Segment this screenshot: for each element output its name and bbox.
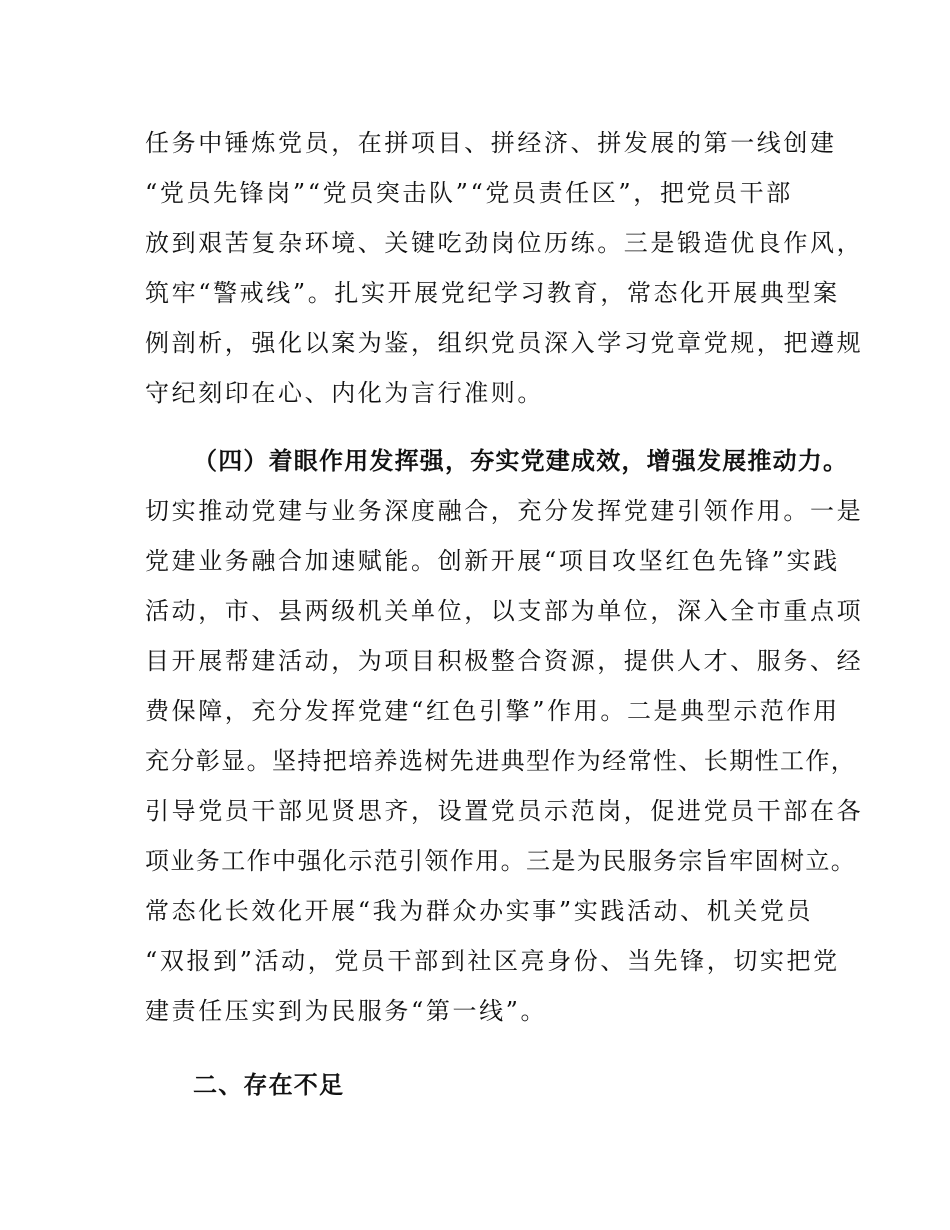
paragraph-line: 切实推动党建与业务深度融合，充分发挥党建引领作用。一是 bbox=[145, 497, 864, 525]
paragraph-line: “党员先锋岗”“党员突击队”“党员责任区”，把党员干部 bbox=[145, 179, 793, 207]
paragraph-line: 筑牢“警戒线”。扎实开展党纪学习教育，常态化开展典型案 bbox=[145, 279, 840, 307]
paragraph-line: 常态化长效化开展“我为群众办实事”实践活动、机关党员 bbox=[145, 897, 814, 925]
paragraph-line: 守纪刻印在心、内化为言行准则。 bbox=[145, 379, 544, 407]
paragraph-line: 建责任压实到为民服务“第一线”。 bbox=[145, 997, 548, 1025]
paragraph-line: 充分彰显。坚持把培养选树先进典型作为经常性、长期性工作， bbox=[145, 747, 857, 775]
document-body bbox=[145, 118, 864, 1110]
section-heading: 二、存在不足 bbox=[193, 1071, 345, 1099]
paragraph-line: 例剖析，强化以案为鉴，组织党员深入学习党章党规，把遵规 bbox=[145, 329, 864, 357]
paragraph-line: 引导党员干部见贤思齐，设置党员示范岗，促进党员干部在各 bbox=[145, 797, 864, 825]
paragraph-line: 活动，市、县两级机关单位，以支部为单位，深入全市重点项 bbox=[145, 597, 864, 625]
paragraph-line: 任务中锤炼党员，在拼项目、拼经济、拼发展的第一线创建 bbox=[145, 129, 837, 157]
paragraph-line: 费保障，充分发挥党建“红色引擎”作用。二是典型示范作用 bbox=[145, 697, 840, 725]
paragraph-line: 项业务工作中强化示范引领作用。三是为民服务宗旨牢固树立。 bbox=[145, 847, 857, 875]
paragraph-line: 目开展帮建活动，为项目积极整合资源，提供人才、服务、经 bbox=[145, 647, 864, 675]
paragraph-line: 放到艰苦复杂环境、关键吃劲岗位历练。三是锻造优良作风， bbox=[145, 229, 864, 257]
paragraph-line: “双报到”活动，党员干部到社区亮身份、当先锋，切实把党 bbox=[145, 947, 840, 975]
subheading-four: （四）着眼作用发挥强，夯实党建成效，增强发展推动力。 bbox=[193, 447, 849, 475]
paragraph-line: 党建业务融合加速赋能。创新开展“项目攻坚红色先锋”实践 bbox=[145, 547, 840, 575]
